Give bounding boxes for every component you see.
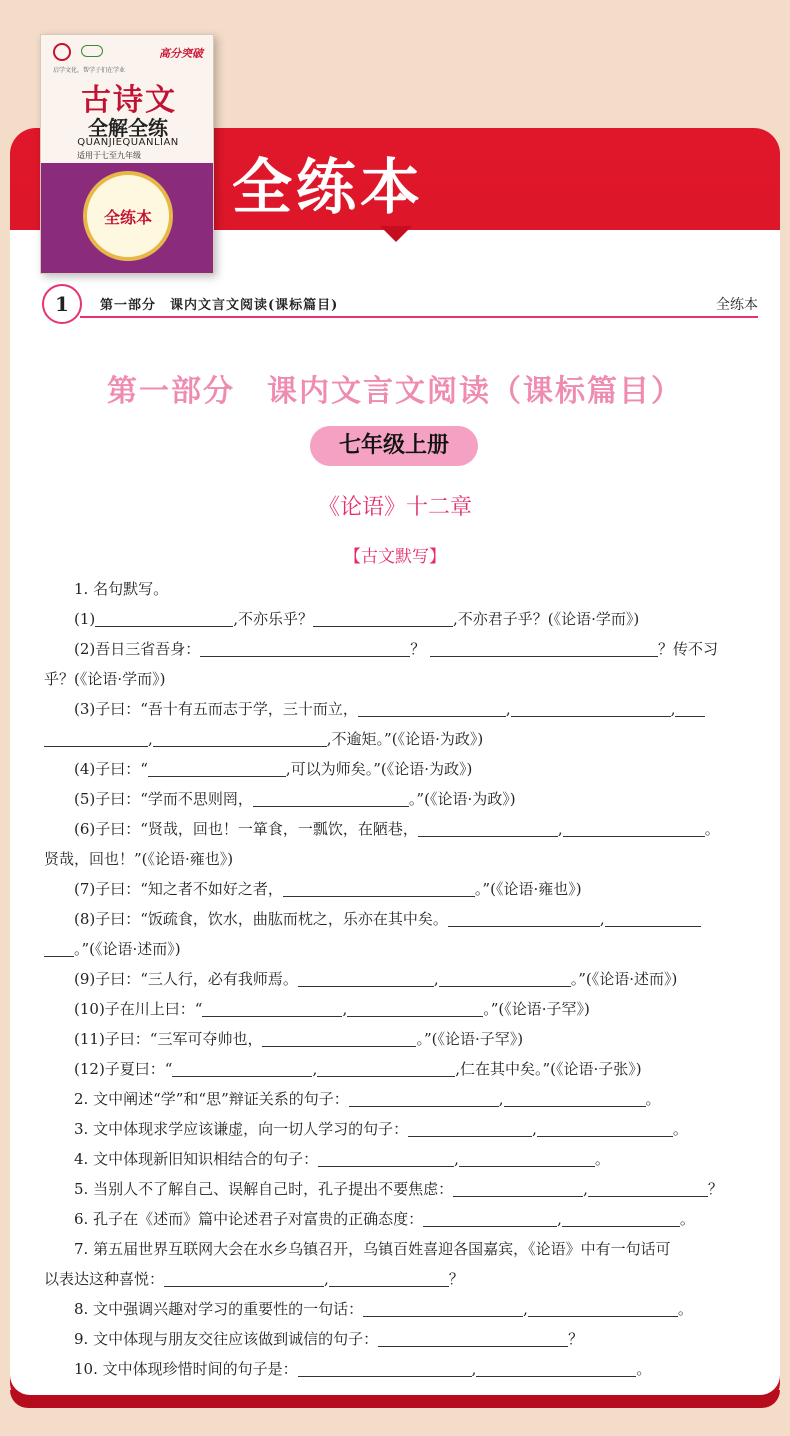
question-2: 2. 文中阐述“学”和“思”辩证关系的句子： , 。 bbox=[74, 1090, 661, 1108]
question-7-cont: 以表达这种喜悦： , ？ bbox=[44, 1270, 464, 1288]
question-1-3: (3)子曰：“吾十有五而志于学，三十而立， , , bbox=[44, 694, 750, 724]
question-1-9: (9)子曰：“三人行，必有我师焉。 , 。”(《论语·述而》) bbox=[74, 970, 678, 988]
question-1-3-cont: , ,不逾矩。”(《论语·为政》) bbox=[44, 724, 750, 754]
question-3: 3. 文中体现求学应该谦虚，向一切人学习的句子： , 。 bbox=[74, 1120, 688, 1138]
question-1-6-cont: 贤哉，回也！”(《论语·雍也》) bbox=[44, 850, 234, 868]
question-1-2: (2)吾日三省吾身： ？ ？传不习 bbox=[74, 640, 719, 658]
banner-title: 全练本 bbox=[232, 153, 424, 223]
publisher-logo-icon bbox=[53, 43, 71, 61]
cover-badge: 全练本 bbox=[103, 208, 152, 227]
answer-blank[interactable] bbox=[262, 1029, 416, 1047]
grade-label: 七年级上册 bbox=[310, 426, 478, 466]
answer-blank[interactable] bbox=[363, 1299, 523, 1317]
answer-blank[interactable] bbox=[318, 1149, 454, 1167]
answer-blank[interactable] bbox=[44, 939, 74, 957]
question-1: 1. 名句默写。 bbox=[74, 580, 169, 598]
answer-blank[interactable] bbox=[172, 1059, 312, 1077]
header-rule bbox=[80, 316, 758, 318]
header-book: 全练本 bbox=[716, 297, 758, 313]
answer-blank[interactable] bbox=[202, 999, 342, 1017]
answer-blank[interactable] bbox=[675, 699, 705, 717]
section-tag: 【古文默写】 bbox=[344, 547, 446, 567]
cover-grade: 适用于七至九年级 bbox=[77, 151, 141, 160]
answer-blank[interactable] bbox=[378, 1329, 568, 1347]
answer-blank[interactable] bbox=[562, 1209, 680, 1227]
answer-blank[interactable] bbox=[253, 789, 409, 807]
cover-brand: 高分突破 bbox=[159, 47, 203, 60]
answer-blank[interactable] bbox=[423, 1209, 557, 1227]
question-5: 5. 当别人不了解自己、误解自己时，孔子提出不要焦虑： , ？ bbox=[74, 1180, 723, 1198]
answer-blank[interactable] bbox=[476, 1359, 636, 1377]
answer-blank[interactable] bbox=[453, 1179, 583, 1197]
question-1-11: (11)子曰：“三军可夺帅也， 。”(《论语·子罕》) bbox=[74, 1030, 524, 1048]
answer-blank[interactable] bbox=[200, 639, 410, 657]
page-number: 1 bbox=[42, 284, 82, 324]
question-1-7: (7)子曰：“知之者不如好之者， 。”(《论语·雍也》) bbox=[74, 880, 582, 898]
answer-blank[interactable] bbox=[153, 729, 327, 747]
answer-blank[interactable] bbox=[459, 1149, 595, 1167]
answer-blank[interactable] bbox=[448, 909, 600, 927]
question-1-1: (1) ,不亦乐乎？ ,不亦君子乎？(《论语·学而》) bbox=[74, 610, 640, 628]
answer-blank[interactable] bbox=[537, 1119, 673, 1137]
question-1-5: (5)子曰：“学而不思则罔， 。”(《论语·为政》) bbox=[74, 790, 516, 808]
answer-blank[interactable] bbox=[317, 1059, 455, 1077]
running-header bbox=[42, 284, 758, 324]
question-10: 10. 文中体现珍惜时间的句子是： , 。 bbox=[74, 1360, 652, 1378]
answer-blank[interactable] bbox=[95, 609, 233, 627]
answer-blank[interactable] bbox=[347, 999, 483, 1017]
question-1-4: (4)子曰：“ ,可以为师矣。”(《论语·为政》) bbox=[74, 760, 473, 778]
question-1-8-cont: 。”(《论语·述而》) bbox=[44, 934, 750, 964]
lesson-title: 《论语》十二章 bbox=[317, 495, 472, 520]
series-logo-icon bbox=[81, 45, 103, 57]
answer-blank[interactable] bbox=[349, 1089, 499, 1107]
answer-blank[interactable] bbox=[504, 1089, 646, 1107]
header-section: 第一部分 课内文言文阅读(课标篇目) bbox=[100, 298, 339, 313]
answer-blank[interactable] bbox=[298, 969, 434, 987]
answer-blank[interactable] bbox=[528, 1299, 678, 1317]
answer-blank[interactable] bbox=[408, 1119, 532, 1137]
cover-motto: 启学文化，帮学子们在学业 bbox=[53, 67, 126, 74]
answer-blank[interactable] bbox=[329, 1269, 449, 1287]
cover-subtitle: 全解全练 bbox=[88, 116, 168, 140]
answer-blank[interactable] bbox=[358, 699, 506, 717]
answer-blank[interactable] bbox=[148, 759, 286, 777]
answer-blank[interactable] bbox=[439, 969, 571, 987]
part-title: 第一部分 课内文言文阅读（课标篇目） bbox=[107, 374, 683, 409]
answer-blank[interactable] bbox=[164, 1269, 324, 1287]
answer-blank[interactable] bbox=[511, 699, 671, 717]
question-4: 4. 文中体现新旧知识相结合的句子： , 。 bbox=[74, 1150, 610, 1168]
answer-blank[interactable] bbox=[605, 909, 701, 927]
question-1-2-cont: 乎？(《论语·学而》) bbox=[44, 670, 166, 688]
question-6: 6. 孔子在《述而》篇中论述君子对富贵的正确态度： , 。 bbox=[74, 1210, 695, 1228]
question-1-10: (10)子在川上曰：“ , 。”(《论语·子罕》) bbox=[74, 1000, 590, 1018]
answer-blank[interactable] bbox=[588, 1179, 708, 1197]
question-7: 7. 第五届世界互联网大会在水乡乌镇召开，乌镇百姓喜迎各国嘉宾，《论语》中有一句话可 bbox=[74, 1240, 671, 1258]
question-1-12: (12)子夏曰：“ , ,仁在其中矣。”(《论语·子张》) bbox=[74, 1060, 642, 1078]
book-cover bbox=[40, 34, 214, 274]
question-9: 9. 文中体现与朋友交往应该做到诚信的句子： ？ bbox=[74, 1330, 584, 1348]
cover-title: 古诗文 bbox=[81, 83, 177, 118]
answer-blank[interactable] bbox=[44, 729, 148, 747]
question-8: 8. 文中强调兴趣对学习的重要性的一句话： , 。 bbox=[74, 1300, 693, 1318]
answer-blank[interactable] bbox=[313, 609, 453, 627]
answer-blank[interactable] bbox=[298, 1359, 472, 1377]
question-1-6: (6)子曰：“贤哉，回也！一箪食，一瓢饮，在陋巷， , 。 bbox=[74, 820, 720, 838]
banner-notch bbox=[380, 226, 412, 242]
answer-blank[interactable] bbox=[563, 819, 705, 837]
cover-pinyin: QUANJIEQUANLIAN bbox=[77, 137, 179, 148]
answer-blank[interactable] bbox=[430, 639, 658, 657]
answer-blank[interactable] bbox=[418, 819, 558, 837]
question-1-8: (8)子曰：“饭疏食，饮水，曲肱而枕之，乐亦在其中矣。 , bbox=[44, 904, 750, 934]
answer-blank[interactable] bbox=[283, 879, 475, 897]
